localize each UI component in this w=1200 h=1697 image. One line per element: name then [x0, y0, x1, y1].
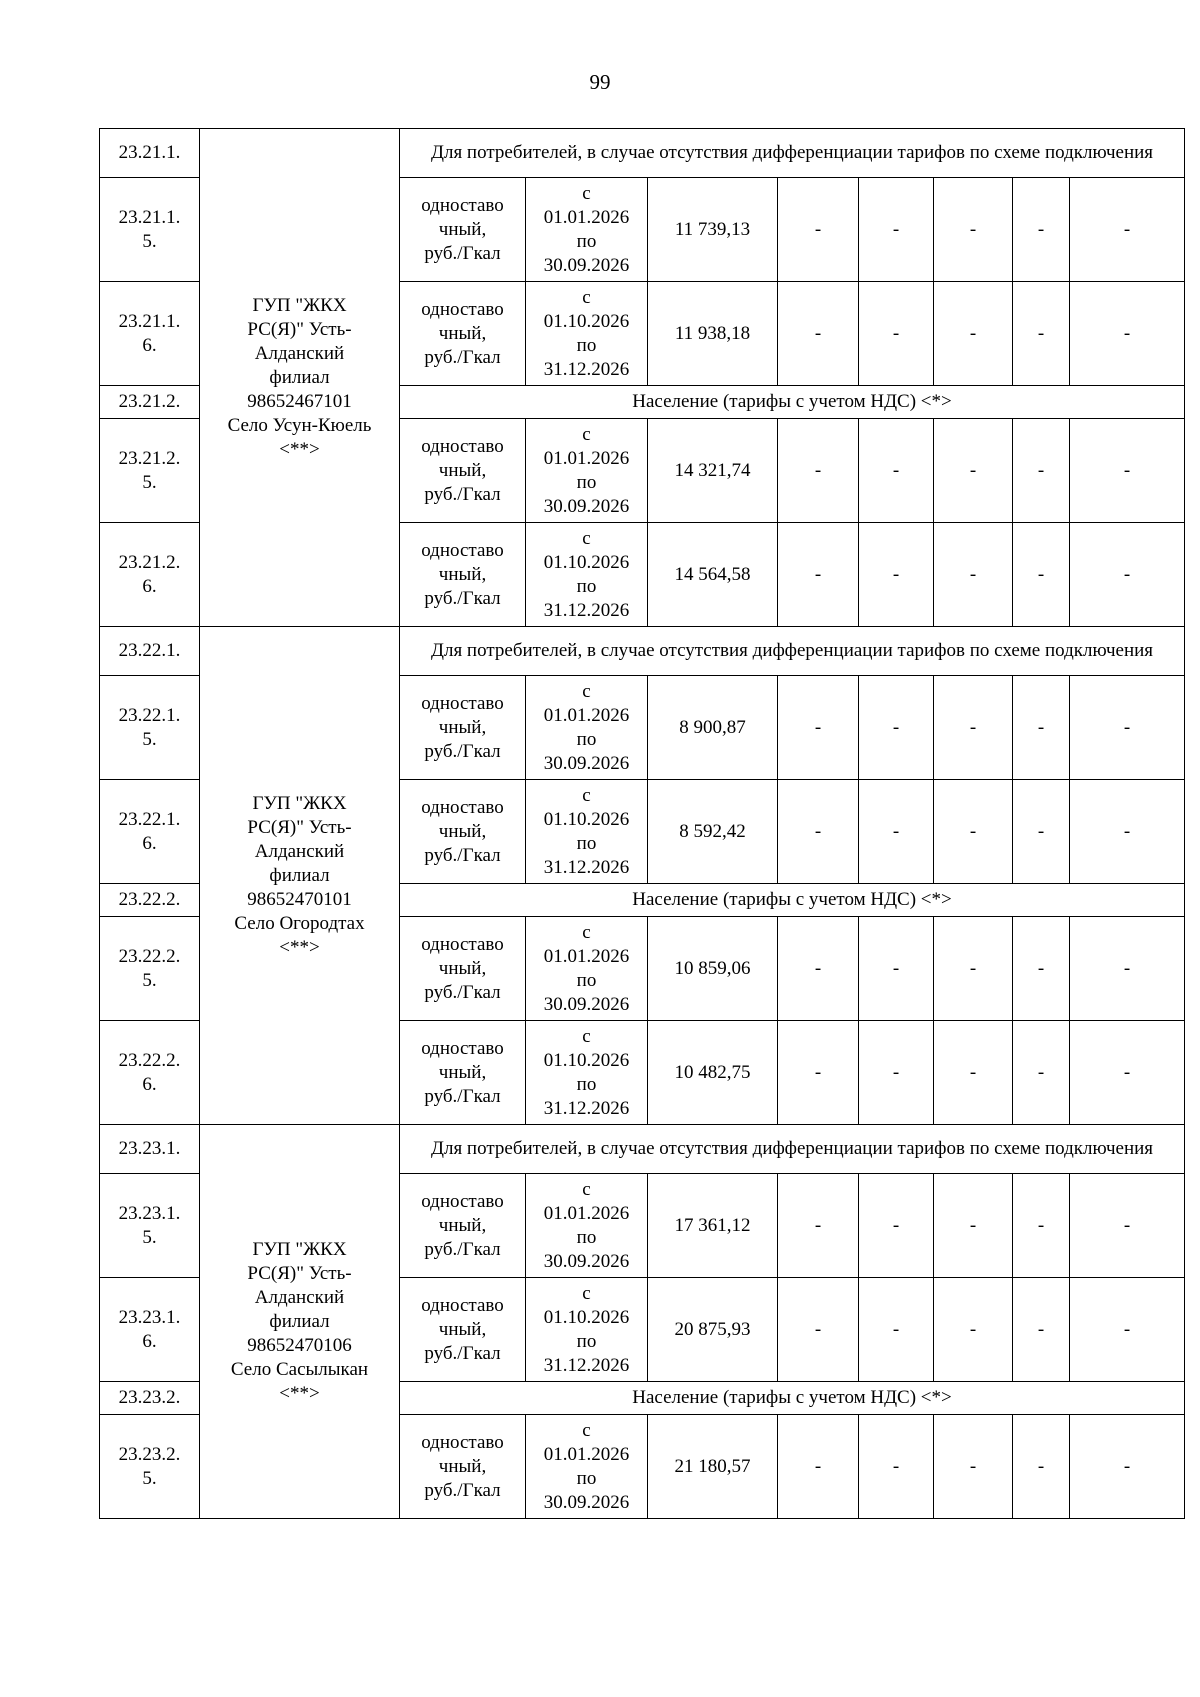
tariff-type: одноставо чный, руб./Гкал	[400, 1174, 526, 1278]
tariff-value: 11 938,18	[648, 282, 778, 386]
tariff-period: с 01.01.2026 по 30.09.2026	[526, 178, 648, 282]
tariff-cell: -	[1070, 1174, 1185, 1278]
row-number: 23.23.2.	[100, 1382, 200, 1415]
tariff-cell: -	[1070, 1021, 1185, 1125]
row-number: 23.21.2.	[100, 386, 200, 419]
tariff-period: с 01.01.2026 по 30.09.2026	[526, 676, 648, 780]
tariff-value: 11 739,13	[648, 178, 778, 282]
row-number: 23.23.1. 6.	[100, 1278, 200, 1382]
tariff-cell: -	[778, 676, 859, 780]
tariff-cell: -	[1013, 1174, 1070, 1278]
tariff-value: 8 900,87	[648, 676, 778, 780]
tariff-cell: -	[1013, 676, 1070, 780]
section-header: Население (тарифы с учетом НДС) <*>	[400, 884, 1185, 917]
tariff-cell: -	[1070, 282, 1185, 386]
tariff-cell: -	[934, 523, 1013, 627]
tariff-type: одноставо чный, руб./Гкал	[400, 282, 526, 386]
row-number: 23.21.1. 6.	[100, 282, 200, 386]
tariff-cell: -	[934, 676, 1013, 780]
tariff-cell: -	[934, 1278, 1013, 1382]
tariff-cell: -	[778, 1021, 859, 1125]
tariff-cell: -	[778, 1278, 859, 1382]
tariff-type: одноставо чный, руб./Гкал	[400, 1278, 526, 1382]
row-number: 23.23.2. 5.	[100, 1415, 200, 1519]
row-number: 23.23.1.	[100, 1125, 200, 1174]
tariff-cell: -	[1070, 1415, 1185, 1519]
tariff-cell: -	[1013, 178, 1070, 282]
row-number: 23.22.1. 5.	[100, 676, 200, 780]
section-header: Население (тарифы с учетом НДС) <*>	[400, 1382, 1185, 1415]
table-row	[100, 129, 1185, 178]
tariff-period: с 01.10.2026 по 31.12.2026	[526, 282, 648, 386]
tariff-value: 14 321,74	[648, 419, 778, 523]
tariff-cell: -	[778, 1415, 859, 1519]
tariff-cell: -	[1070, 676, 1185, 780]
row-number: 23.22.1. 6.	[100, 780, 200, 884]
tariff-cell: -	[934, 780, 1013, 884]
tariff-period: с 01.10.2026 по 31.12.2026	[526, 523, 648, 627]
tariff-cell: -	[1070, 1278, 1185, 1382]
row-number: 23.21.1. 5.	[100, 178, 200, 282]
section-header: Население (тарифы с учетом НДС) <*>	[400, 386, 1185, 419]
tariff-cell: -	[859, 1174, 934, 1278]
tariff-cell: -	[859, 282, 934, 386]
tariff-period: с 01.01.2026 по 30.09.2026	[526, 1415, 648, 1519]
tariff-cell: -	[778, 178, 859, 282]
row-number: 23.21.2. 5.	[100, 419, 200, 523]
tariff-type: одноставо чный, руб./Гкал	[400, 1021, 526, 1125]
tariff-cell: -	[859, 178, 934, 282]
row-number: 23.21.2. 6.	[100, 523, 200, 627]
tariff-cell: -	[1070, 917, 1185, 1021]
tariff-cell: -	[1070, 419, 1185, 523]
tariff-cell: -	[778, 780, 859, 884]
tariff-cell: -	[778, 282, 859, 386]
row-number: 23.22.2.	[100, 884, 200, 917]
tariff-cell: -	[1013, 1278, 1070, 1382]
tariff-type: одноставо чный, руб./Гкал	[400, 523, 526, 627]
tariff-cell: -	[859, 1021, 934, 1125]
tariff-cell: -	[1070, 523, 1185, 627]
row-number: 23.23.1. 5.	[100, 1174, 200, 1278]
section-header: Для потребителей, в случае отсутствия дифференциации тарифов по схеме подключения	[400, 129, 1185, 178]
tariff-cell: -	[934, 419, 1013, 523]
tariff-cell: -	[1013, 419, 1070, 523]
tariff-period: с 01.01.2026 по 30.09.2026	[526, 917, 648, 1021]
tariff-value: 10 859,06	[648, 917, 778, 1021]
tariff-type: одноставо чный, руб./Гкал	[400, 917, 526, 1021]
tariff-value: 8 592,42	[648, 780, 778, 884]
tariff-value: 10 482,75	[648, 1021, 778, 1125]
table-row	[100, 1125, 1185, 1174]
section-header: Для потребителей, в случае отсутствия дифференциации тарифов по схеме подключения	[400, 627, 1185, 676]
row-number: 23.22.2. 5.	[100, 917, 200, 1021]
tariff-type: одноставо чный, руб./Гкал	[400, 1415, 526, 1519]
tariff-cell: -	[934, 282, 1013, 386]
tariff-cell: -	[859, 1278, 934, 1382]
tariff-cell: -	[859, 1415, 934, 1519]
tariff-cell: -	[778, 523, 859, 627]
tariff-value: 17 361,12	[648, 1174, 778, 1278]
tariff-cell: -	[934, 1415, 1013, 1519]
tariff-period: с 01.01.2026 по 30.09.2026	[526, 419, 648, 523]
tariff-type: одноставо чный, руб./Гкал	[400, 676, 526, 780]
tariff-type: одноставо чный, руб./Гкал	[400, 780, 526, 884]
tariff-cell: -	[934, 917, 1013, 1021]
tariff-cell: -	[1070, 780, 1185, 884]
tariff-cell: -	[934, 1174, 1013, 1278]
tariff-cell: -	[1013, 1021, 1070, 1125]
tariff-value: 21 180,57	[648, 1415, 778, 1519]
section-header: Для потребителей, в случае отсутствия дифференциации тарифов по схеме подключения	[400, 1125, 1185, 1174]
tariff-period: с 01.10.2026 по 31.12.2026	[526, 1278, 648, 1382]
tariff-cell: -	[778, 917, 859, 1021]
table-row	[100, 627, 1185, 676]
row-number: 23.21.1.	[100, 129, 200, 178]
tariff-period: с 01.01.2026 по 30.09.2026	[526, 1174, 648, 1278]
tariff-period: с 01.10.2026 по 31.12.2026	[526, 1021, 648, 1125]
tariff-type: одноставо чный, руб./Гкал	[400, 419, 526, 523]
tariff-cell: -	[778, 419, 859, 523]
tariff-cell: -	[778, 1174, 859, 1278]
tariff-cell: -	[1013, 1415, 1070, 1519]
tariff-value: 14 564,58	[648, 523, 778, 627]
tariff-cell: -	[1013, 523, 1070, 627]
tariff-cell: -	[934, 178, 1013, 282]
organization-cell: ГУП "ЖКХ РС(Я)" Усть- Алданский филиал 98652467101 Село Усун-Кюель <**>	[200, 129, 400, 627]
tariff-cell: -	[859, 780, 934, 884]
tariff-cell: -	[1070, 178, 1185, 282]
tariff-cell: -	[859, 676, 934, 780]
tariff-cell: -	[1013, 917, 1070, 1021]
organization-cell: ГУП "ЖКХ РС(Я)" Усть- Алданский филиал 98652470101 Село Огородтах <**>	[200, 627, 400, 1125]
tariff-value: 20 875,93	[648, 1278, 778, 1382]
row-number: 23.22.2. 6.	[100, 1021, 200, 1125]
tariff-period: с 01.10.2026 по 31.12.2026	[526, 780, 648, 884]
tariff-cell: -	[859, 419, 934, 523]
tariff-cell: -	[859, 523, 934, 627]
row-number: 23.22.1.	[100, 627, 200, 676]
tariff-cell: -	[1013, 282, 1070, 386]
page-number: 99	[589, 70, 611, 94]
tariff-cell: -	[934, 1021, 1013, 1125]
tariff-table	[99, 128, 1185, 1519]
tariff-cell: -	[859, 917, 934, 1021]
organization-cell: ГУП "ЖКХ РС(Я)" Усть- Алданский филиал 98652470106 Село Сасылыкан <**>	[200, 1125, 400, 1519]
tariff-type: одноставо чный, руб./Гкал	[400, 178, 526, 282]
tariff-cell: -	[1013, 780, 1070, 884]
